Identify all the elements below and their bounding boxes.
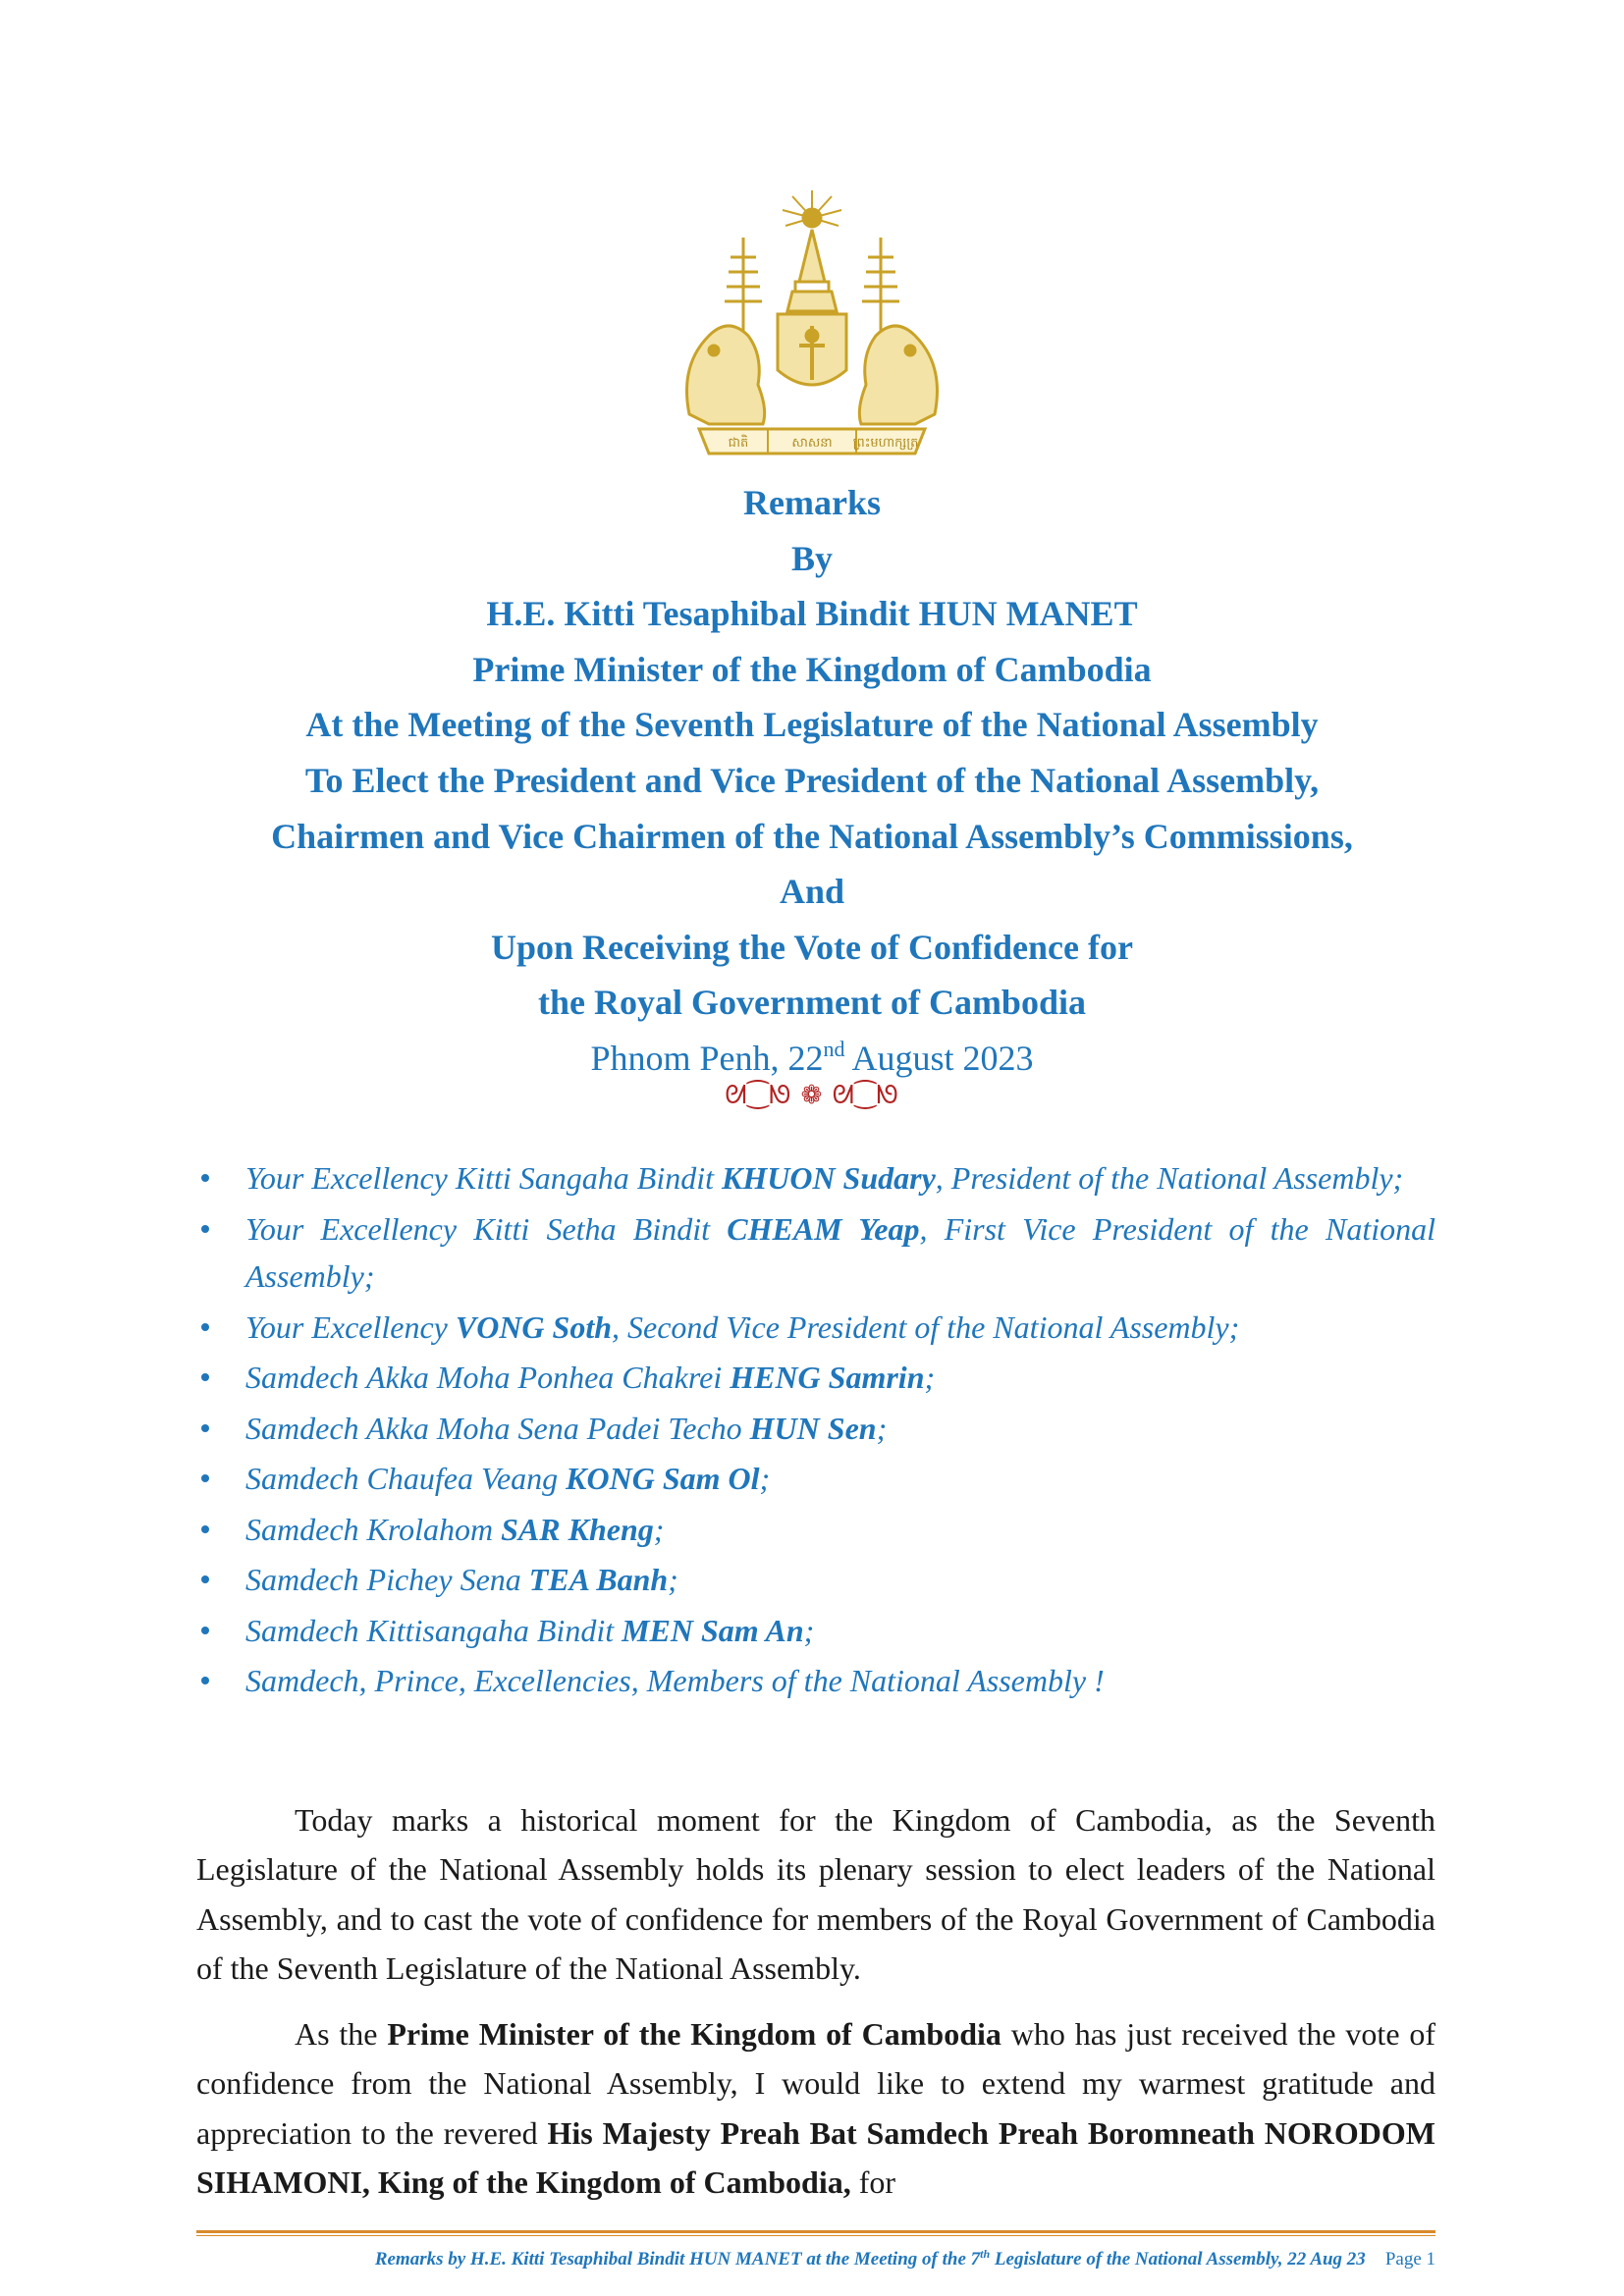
title-line: Remarks <box>743 483 881 522</box>
list-item <box>245 1154 1435 1202</box>
royal-coat-of-arms-icon <box>670 188 954 461</box>
title-line: To Elect the President and Vice President of the National Assembly, <box>304 760 1320 800</box>
salutation-name: MEN Sam An <box>622 1612 804 1648</box>
salutation-prefix: Samdech Akka Moha Ponhea Chakrei <box>245 1360 731 1395</box>
document-title <box>177 475 1447 1087</box>
list-item <box>245 1506 1435 1554</box>
footer-text <box>375 2249 1366 2269</box>
salutation-suffix: , President of the National Assembly; <box>935 1160 1404 1196</box>
emblem-motto-3: ព្រះមហាក្សត្រ <box>852 436 919 451</box>
salutation-name: KHUON Sudary <box>721 1160 936 1196</box>
salutation-prefix: Your Excellency Kitti Setha Bindit <box>245 1210 728 1247</box>
place-date-ordinal: nd <box>823 1036 845 1061</box>
footer-divider <box>196 2235 1435 2236</box>
footer-ordinal: th <box>980 2247 991 2261</box>
salutation-prefix: Samdech Chaufea Veang <box>245 1461 567 1496</box>
salutation-prefix: Samdech Kittisangaha Bindit <box>245 1612 623 1648</box>
paragraph-1: Today marks a historical moment for the Kingdom of Cambodia, as the Seventh Legislature of the National Assembly holds its plenary session to elect leaders of the National Assembly, and to cast the vote of confidence for members of the Royal Government of Cambodia of the Seventh Legislature of the National Assembly. <box>196 1802 1435 1986</box>
paragraph-2-bold: Prime Minister of the Kingdom of Cambodia <box>387 2016 1001 2053</box>
salutation-prefix: Samdech Krolahom <box>245 1511 502 1547</box>
paragraph-2-text: who has just received the vote of confidence from the National Assembly, I would like to extend my warmest gratitude and appreciation to the revered <box>196 2016 1436 2151</box>
place-date-rest: August 2023 <box>844 1038 1034 1078</box>
title-line: By <box>790 538 833 578</box>
list-item <box>245 1354 1435 1402</box>
emblem-motto-1: ជាតិ <box>728 436 749 451</box>
salutation-name: CHEAM Yeap <box>727 1210 920 1247</box>
salutation-list <box>245 1154 1435 1708</box>
salutation-name: HUN Sen <box>749 1410 877 1446</box>
paragraph-2-text: As the <box>295 2016 388 2053</box>
page-footer <box>196 2245 1435 2274</box>
list-item <box>245 1607 1435 1655</box>
title-line: And <box>779 872 845 912</box>
salutation-name: TEA Banh <box>528 1562 669 1597</box>
salutation-prefix: Samdech, Prince, Excellencies, Members of the National Assembly ! <box>245 1663 1105 1698</box>
title-line: H.E. Kitti Tesaphibal Bindit HUN MANET <box>486 594 1138 634</box>
salutation-name: VONG Soth <box>455 1308 613 1345</box>
list-item <box>245 1556 1435 1604</box>
title-line: Upon Receiving the Vote of Confidence for <box>491 927 1133 967</box>
salutation-suffix: ; <box>668 1562 678 1597</box>
title-line: the Royal Government of Cambodia <box>538 983 1086 1023</box>
footer-divider <box>196 2230 1435 2233</box>
salutation-suffix: ; <box>803 1612 815 1648</box>
list-item <box>245 1657 1435 1705</box>
paragraph-2-bold: His Majesty Preah Bat Samdech Preah Boromneath NORODOM SIHAMONI, King of the Kingdom of Cambodia, <box>196 2114 1436 2201</box>
footer-text-part: Legislature of the National Assembly, 22 Aug 23 <box>990 2249 1366 2269</box>
list-item <box>245 1205 1435 1301</box>
salutation-suffix: , Second Vice President of the National Assembly; <box>612 1308 1240 1345</box>
footer-text-part: Remarks by H.E. Kitti Tesaphibal Bindit HUN MANET at the Meeting of the 7 <box>374 2249 981 2269</box>
salutation-name: SAR Kheng <box>501 1511 654 1547</box>
divider-ornament-icon: ᘛ⁐ᘚ ❁ ᘛ⁐ᘚ <box>725 1081 899 1110</box>
salutation-prefix: Samdech Pichey Sena <box>245 1562 529 1597</box>
emblem-motto-2: សាសនា <box>791 436 833 451</box>
salutation-suffix: ; <box>759 1461 771 1496</box>
salutation-suffix: ; <box>876 1410 888 1446</box>
paragraph-2 <box>196 2009 1435 2207</box>
list-item <box>245 1405 1435 1453</box>
page-number: Page 1 <box>1384 2249 1435 2269</box>
paragraph-2-text: for <box>850 2164 896 2201</box>
salutation-prefix: Samdech Akka Moha Sena Padei Techo <box>245 1410 750 1446</box>
title-line: Chairmen and Vice Chairmen of the National Assembly’s Commissions, <box>271 816 1353 856</box>
title-line: Prime Minister of the Kingdom of Cambodia <box>472 649 1152 689</box>
body-text <box>196 1795 1435 2223</box>
salutation-prefix: Your Excellency Kitti Sangaha Bindit <box>245 1160 722 1196</box>
salutation-suffix: ; <box>924 1360 936 1395</box>
place-date-main: Phnom Penh, 22 <box>590 1038 824 1078</box>
salutation-suffix: ; <box>653 1511 665 1547</box>
title-line: At the Meeting of the Seventh Legislature of the National Assembly <box>305 705 1319 745</box>
salutation-name: HENG Samrin <box>730 1360 925 1395</box>
salutation-suffix: , First Vice President of the National Assembly; <box>245 1210 1436 1294</box>
salutation-name: KONG Sam Ol <box>566 1461 760 1496</box>
list-item <box>245 1304 1435 1352</box>
list-item <box>245 1455 1435 1503</box>
salutation-prefix: Your Excellency <box>245 1308 456 1345</box>
